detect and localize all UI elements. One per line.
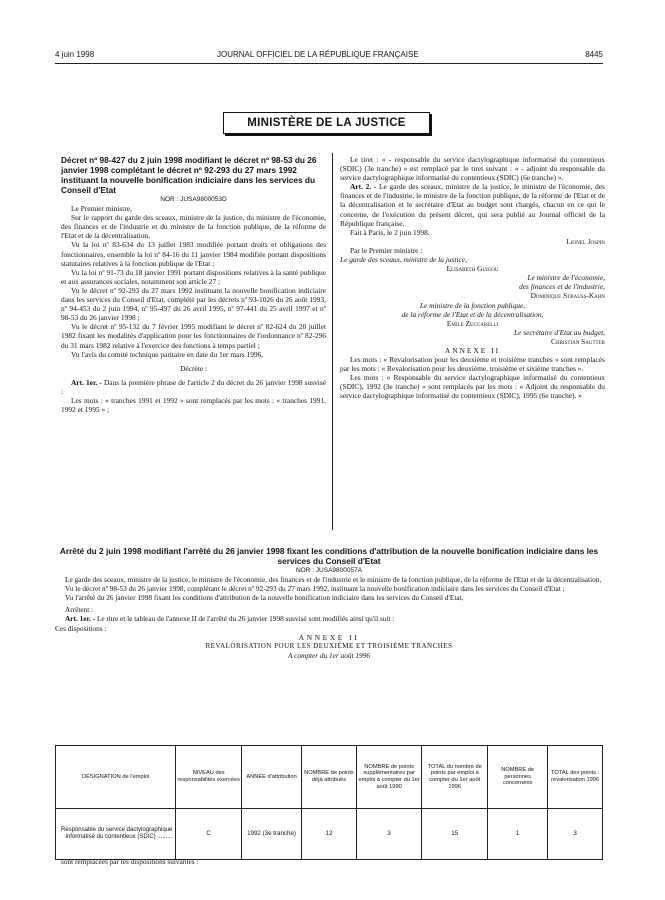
header-date: 4 juin 1998 (55, 50, 95, 59)
decret-para: Vu la loi nº 83-634 du 13 juillet 1983 modifiée portant droits et obligations des fonctionnaires, ensemble la loi nº 84-16 du 11 janvier 1984 modifiée portant dispositions statutaires relatives à la fonction publique de l'Etat ; (61, 240, 326, 268)
arrete-para: Vu l'arrêté du 26 janvier 1998 fixant les conditions d'attribution de la nouvelle bonification indiciaire dans les services du Conseil d'Etat, (65, 593, 464, 603)
table-cell-total-points: 3 (548, 809, 603, 860)
fait-a-paris: Fait à Paris, le 2 juin 1998. (350, 227, 430, 237)
table-cell-points: 12 (302, 809, 357, 860)
ces-dispositions: Ces dispositions : (55, 623, 107, 633)
ministre-economie: Le ministre de l'économie, (527, 273, 605, 283)
signature-jospin: Lionel Jospin (566, 236, 605, 246)
decret-nor: NOR : JUSA9800053D (160, 196, 227, 203)
decret-para: Les mots : « tranches 1991 et 1992 » sont remplacés par les mots : « tranches 1991, 1992 et 1995 » ; (61, 395, 326, 415)
signature-zuccarelli: Emile Zuccarelli (446, 318, 499, 328)
article-2 (340, 182, 605, 227)
ministre-fonction-publique-2: de la réforme de l'Etat et de la décentralisation, (401, 309, 544, 319)
column-divider (332, 153, 333, 530)
garde-des-sceaux: Le garde des sceaux, ministre de la justice, (340, 255, 467, 265)
header-page-number: 8445 (585, 50, 603, 59)
signature-sautter: Christian Sautter (551, 336, 605, 346)
table-cell-supplementaires: 3 (356, 809, 422, 860)
header-journal: JOURNAL OFFICIEL DE LA RÉPUBLIQUE FRANÇAISE (217, 50, 419, 59)
arrete-para: Le garde des sceaux, ministre de la justice, le ministre de l'économie, des finances et de l'industrie et le ministre de la fonction publique, de la réforme de l'Etat et de la décentralisation, (65, 575, 602, 585)
decret-para: Vu le décret nº 92-293 du 27 mars 1992 instituant la nouvelle bonification indiciaire dans les services du Conseil d'Etat, complété par les décrets nº 93-1026 du 26 août 1993, nº 94-453 du 2 juin 1994, nº 95-497 du 26 avril 1995, nº 97-441 du 25 avril 1997 et nº 98-53 du 26 janvier 1998 ; (61, 285, 326, 323)
decret-para: Vu l'avis du comité technique paritaire en date du 1er mars 1996, (71, 349, 264, 359)
table-header: TOTAL des points : revalorisation 1996 (548, 746, 603, 809)
arretent-label: Arrêtent : (65, 605, 94, 615)
annexe-para: Les mots : « Responsable du service dactylographique informatisé du contentieux (SDIC), 1992 (3e tranche) » sont remplacés par les mots : « Adjoint du responsable du service dactylographique informatisé du contentieux (SDIC), 1995 (6e tranche). » (340, 373, 605, 401)
ministry-title: MINISTÈRE DE LA JUSTICE (223, 112, 430, 134)
article-2-label: Art. 2. - (350, 182, 377, 192)
table-header: TOTAL du nombre de points par emploi à compter du 1er août 1996 (422, 746, 488, 809)
table-cell-designation: Responsable du service dactylographique informatisé du contentieux (SDIC) ......... (56, 809, 176, 860)
ministre-fonction-publique: Le ministre de la fonction publique, (419, 300, 526, 310)
table-header: ANNÉE d'attribution (241, 746, 301, 809)
a-compter-du: A compter du 1er août 1996 (288, 650, 370, 660)
table-cell-niveau: C (176, 809, 242, 860)
annexe-para: Les mots : « Revalorisation pour les deuxième et troisième tranches » sont remplacés par les mots : « Revalorisation pour les deuxième, troisième et sixième tranches ». (340, 355, 605, 374)
article-2-text: Le garde des sceaux, ministre de la justice, le ministre de l'économie, des finances et de l'industrie, le ministre de la fonction publique, de la réforme de l'Etat et de la décentralisation et le secrétaire d'Etat au budget sont chargés, chacun en ce qui le concerne, de l'exécution du présent décret, qui sera publié au Journal officiel de la République française. (340, 182, 605, 228)
table-cell-personnes: 1 (488, 809, 548, 860)
table-header: NOMBRE de personnes concernées (488, 746, 548, 809)
arrete-section (55, 546, 603, 660)
article-1-label: Art. 1er. - (71, 377, 102, 387)
secretaire-budget: Le secrétaire d'Etat au budget, (513, 327, 605, 337)
table-cell-annee: 1992 (3e tranche) (241, 809, 301, 860)
decret-left-column (61, 155, 326, 414)
arrete-title: Arrêté du 2 juin 1998 modifiant l'arrêté du 26 janvier 1998 fixant les conditions d'attribution de la nouvelle bonification indiciaire dans les services du Conseil d'Etat (59, 546, 599, 566)
arrete-article-1-label: Art. 1er. - (65, 614, 96, 624)
arrete-article-1 (55, 614, 603, 623)
decret-para: Vu le décret nº 95-132 du 7 février 1995 modifiant le décret nº 82-624 du 20 juillet 1982 fixant les modalités d'application pour les fonctionnaires de l'ordonnance nº 82-296 du 31 mars 1982 relative à l'exercice des fonctions à temps partiel ; (61, 322, 326, 350)
table-header-row (56, 746, 603, 809)
ministre-economie-2: des finances et de l'industrie, (519, 282, 605, 292)
arrete-nor: NOR : JUSA9800057A (295, 567, 363, 574)
page-header (55, 50, 603, 62)
table-cell-total: 15 (422, 809, 488, 860)
decrete-label: Décrète : (180, 363, 207, 373)
decret-para: Sur le rapport du garde des sceaux, ministre de la justice, du ministre de l'économie, des finances et de l'industrie et du ministre de la fonction publique, de la réforme de l'Etat et de la décentralisation, (61, 213, 326, 241)
decret-para: Vu la loi nº 91-73 du 18 janvier 1991 portant dispositions relatives à la santé publique et aux assurances sociales, notamment son article 27 ; (61, 267, 326, 286)
revalorisation-table (55, 745, 603, 860)
arrete-annexe-ii-title: ANNEXE II (298, 632, 360, 642)
signature-strauss-kahn: Dominique Strauss-Kahn (530, 291, 605, 301)
par-le-premier-ministre: Par le Premier ministre : (350, 245, 423, 255)
signature-guigou: Elisabeth Guigou (446, 264, 499, 274)
arrete-para: Vu le décret nº 98-53 du 26 janvier 1998, complétant le décret nº 92-293 du 27 mars 1992, instituant la nouvelle bonification indiciaire dans les services du Conseil d'Etat ; (65, 584, 565, 594)
decret-title: Décret nº 98-427 du 2 juin 1998 modifiant le décret nº 98-53 du 26 janvier 1998 complétant le décret nº 92-293 du 27 mars 1992 instituant la nouvelle bonification indiciaire dans les services du Conseil d'Etat (61, 155, 317, 195)
arrete-article-1-text: Le titre et le tableau de l'annexe II de l'arrêté du 26 janvier 1998 susvisé sont modifiés ainsi qu'il suit : (96, 614, 395, 624)
table-header: NOMBRE de points supplémentaires par emploi à compter du 1er août 1990 (356, 746, 422, 809)
revalorisation-title: REVALORISATION POUR LES DEUXIÈME ET TROISIÈME TRANCHES (205, 641, 453, 650)
decret-para: Le tiret : « - responsable du service dactylographique informatisé du contentieux (SDIC) (3e tranche) » est remplacé par le tiret suivant : « - adjoint du responsable du service dactylographique informatisé du contentieux (SDIC) (6e tranche) ». (340, 155, 605, 183)
table-header: NOMBRE de points déjà attribués (302, 746, 357, 809)
annexe-ii-title: ANNEXE II (444, 345, 501, 355)
decret-para: Le Premier ministre, (71, 204, 132, 214)
decret-right-column (340, 155, 605, 401)
article-1-text: Dans la première phrase de l'article 2 du décret du 26 janvier 1998 susvisé : (61, 377, 326, 396)
article-1 (61, 378, 326, 396)
footer-text: sont remplacées par les dispositions suivantes : (61, 857, 199, 866)
table-row (56, 809, 603, 860)
header-rule (55, 63, 603, 64)
table-header: NIVEAU des responsabilités exercées (176, 746, 242, 809)
table-header: DÉSIGNATION de l'emploi (56, 746, 176, 809)
